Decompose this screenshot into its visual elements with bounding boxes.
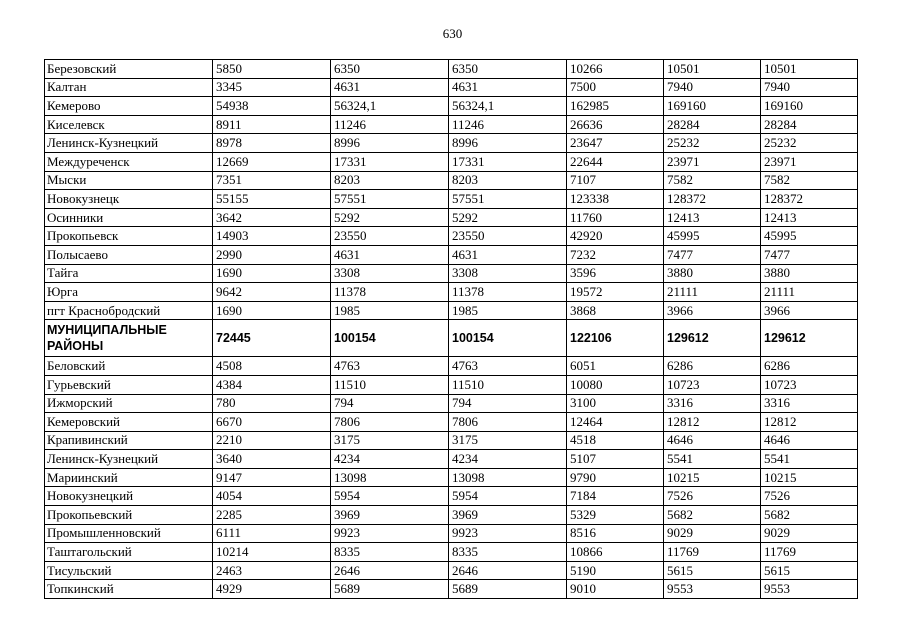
value-cell: 9553 [761,580,858,599]
value-cell: 5615 [664,561,761,580]
value-cell: 9029 [664,524,761,543]
value-cell: 42920 [567,227,664,246]
value-cell: 10080 [567,375,664,394]
row-name-cell: Ленинск-Кузнецкий [45,450,213,469]
row-name-cell: Кемеровский [45,413,213,432]
value-cell: 5689 [331,580,449,599]
value-cell: 122106 [567,320,664,357]
value-cell: 4763 [449,357,567,376]
table-row [45,561,858,580]
value-cell: 4763 [331,357,449,376]
value-cell: 8203 [331,171,449,190]
table-row [45,97,858,116]
value-cell: 17331 [449,152,567,171]
value-cell: 3969 [331,506,449,525]
value-cell: 2990 [213,245,331,264]
table-row [45,487,858,506]
row-name-cell: Крапивинский [45,431,213,450]
value-cell: 28284 [664,115,761,134]
value-cell: 9642 [213,283,331,302]
row-name-cell: Полысаево [45,245,213,264]
value-cell: 5292 [449,208,567,227]
value-cell: 10215 [761,468,858,487]
value-cell: 12812 [664,413,761,432]
value-cell: 4054 [213,487,331,506]
value-cell: 2210 [213,431,331,450]
value-cell: 2463 [213,561,331,580]
value-cell: 2285 [213,506,331,525]
value-cell: 5541 [664,450,761,469]
row-name-cell: Гурьевский [45,375,213,394]
value-cell: 12464 [567,413,664,432]
value-cell: 23550 [449,227,567,246]
value-cell: 10214 [213,543,331,562]
value-cell: 8996 [331,134,449,153]
value-cell: 7582 [664,171,761,190]
value-cell: 169160 [664,97,761,116]
value-cell: 10723 [664,375,761,394]
value-cell: 1690 [213,264,331,283]
value-cell: 23647 [567,134,664,153]
value-cell: 7477 [664,245,761,264]
value-cell: 3316 [761,394,858,413]
value-cell: 7582 [761,171,858,190]
value-cell: 7477 [761,245,858,264]
value-cell: 1985 [331,301,449,320]
value-cell: 5682 [664,506,761,525]
value-cell: 11246 [449,115,567,134]
table-row [45,301,858,320]
table-row [45,450,858,469]
value-cell: 57551 [449,190,567,209]
table-row [45,264,858,283]
value-cell: 4384 [213,375,331,394]
row-name-cell: Прокопьевск [45,227,213,246]
value-cell: 5107 [567,450,664,469]
value-cell: 6670 [213,413,331,432]
value-cell: 5190 [567,561,664,580]
value-cell: 1985 [449,301,567,320]
table-row [45,115,858,134]
table-row [45,208,858,227]
value-cell: 7940 [664,78,761,97]
value-cell: 4631 [331,245,449,264]
table-row [45,394,858,413]
value-cell: 7351 [213,171,331,190]
value-cell: 128372 [761,190,858,209]
value-cell: 11246 [331,115,449,134]
value-cell: 3969 [449,506,567,525]
value-cell: 56324,1 [331,97,449,116]
value-cell: 5689 [449,580,567,599]
value-cell: 123338 [567,190,664,209]
value-cell: 7806 [331,413,449,432]
value-cell: 10866 [567,543,664,562]
section-row [45,320,858,357]
value-cell: 3642 [213,208,331,227]
value-cell: 5292 [331,208,449,227]
value-cell: 169160 [761,97,858,116]
row-name-cell: Мыски [45,171,213,190]
value-cell: 10501 [761,60,858,79]
row-name-cell: Калтан [45,78,213,97]
value-cell: 7184 [567,487,664,506]
value-cell: 4234 [331,450,449,469]
table-row [45,431,858,450]
value-cell: 9923 [449,524,567,543]
value-cell: 11769 [664,543,761,562]
value-cell: 12413 [761,208,858,227]
value-cell: 12669 [213,152,331,171]
value-cell: 128372 [664,190,761,209]
value-cell: 54938 [213,97,331,116]
value-cell: 10215 [664,468,761,487]
row-name-cell: Беловский [45,357,213,376]
value-cell: 3345 [213,78,331,97]
value-cell: 12812 [761,413,858,432]
table-row [45,190,858,209]
value-cell: 8996 [449,134,567,153]
value-cell: 19572 [567,283,664,302]
value-cell: 7940 [761,78,858,97]
value-cell: 45995 [761,227,858,246]
value-cell: 5615 [761,561,858,580]
value-cell: 129612 [761,320,858,357]
value-cell: 162985 [567,97,664,116]
table-row [45,580,858,599]
section-label: МУНИЦИПАЛЬНЫЕ РАЙОНЫ [45,320,213,357]
row-name-cell: Тисульский [45,561,213,580]
value-cell: 10501 [664,60,761,79]
row-name-cell: Ленинск-Кузнецкий [45,134,213,153]
table-row [45,506,858,525]
value-cell: 9010 [567,580,664,599]
value-cell: 7500 [567,78,664,97]
value-cell: 57551 [331,190,449,209]
value-cell: 5541 [761,450,858,469]
value-cell: 8911 [213,115,331,134]
value-cell: 3308 [449,264,567,283]
value-cell: 2646 [331,561,449,580]
value-cell: 794 [449,394,567,413]
value-cell: 7526 [761,487,858,506]
value-cell: 3308 [331,264,449,283]
value-cell: 9790 [567,468,664,487]
value-cell: 3880 [664,264,761,283]
value-cell: 3100 [567,394,664,413]
table-row [45,375,858,394]
value-cell: 5954 [449,487,567,506]
value-cell: 10266 [567,60,664,79]
row-name-cell: Новокузнецк [45,190,213,209]
table-row [45,78,858,97]
value-cell: 21111 [761,283,858,302]
value-cell: 5850 [213,60,331,79]
row-name-cell: Промышленновский [45,524,213,543]
row-name-cell: Березовский [45,60,213,79]
value-cell: 56324,1 [449,97,567,116]
value-cell: 8978 [213,134,331,153]
value-cell: 14903 [213,227,331,246]
value-cell: 100154 [449,320,567,357]
value-cell: 23971 [664,152,761,171]
value-cell: 129612 [664,320,761,357]
value-cell: 5682 [761,506,858,525]
value-cell: 7806 [449,413,567,432]
row-name-cell: пгт Краснобродский [45,301,213,320]
table-row [45,60,858,79]
value-cell: 100154 [331,320,449,357]
table-row [45,227,858,246]
value-cell: 3175 [331,431,449,450]
value-cell: 10723 [761,375,858,394]
value-cell: 3640 [213,450,331,469]
row-name-cell: Мариинский [45,468,213,487]
value-cell: 4631 [449,245,567,264]
value-cell: 13098 [449,468,567,487]
value-cell: 4508 [213,357,331,376]
value-cell: 780 [213,394,331,413]
row-name-cell: Таштагольский [45,543,213,562]
table-row [45,245,858,264]
table-row [45,468,858,487]
value-cell: 9553 [664,580,761,599]
table-row [45,524,858,543]
data-table [44,59,858,599]
value-cell: 11378 [331,283,449,302]
value-cell: 6350 [331,60,449,79]
value-cell: 7232 [567,245,664,264]
value-cell: 21111 [664,283,761,302]
row-name-cell: Юрга [45,283,213,302]
value-cell: 11510 [331,375,449,394]
value-cell: 45995 [664,227,761,246]
value-cell: 6286 [664,357,761,376]
value-cell: 9029 [761,524,858,543]
value-cell: 6111 [213,524,331,543]
value-cell: 2646 [449,561,567,580]
value-cell: 11769 [761,543,858,562]
value-cell: 25232 [664,134,761,153]
value-cell: 11378 [449,283,567,302]
value-cell: 72445 [213,320,331,357]
value-cell: 26636 [567,115,664,134]
value-cell: 794 [331,394,449,413]
value-cell: 25232 [761,134,858,153]
value-cell: 9147 [213,468,331,487]
table-row [45,171,858,190]
row-name-cell: Прокопьевский [45,506,213,525]
table-row [45,152,858,171]
row-name-cell: Ижморский [45,394,213,413]
value-cell: 4631 [331,78,449,97]
page-number: 630 [442,26,463,41]
value-cell: 13098 [331,468,449,487]
value-cell: 3966 [664,301,761,320]
table-row [45,134,858,153]
value-cell: 4929 [213,580,331,599]
value-cell: 3880 [761,264,858,283]
row-name-cell: Топкинский [45,580,213,599]
value-cell: 23971 [761,152,858,171]
value-cell: 55155 [213,190,331,209]
table-row [45,543,858,562]
value-cell: 9923 [331,524,449,543]
value-cell: 5954 [331,487,449,506]
value-cell: 1690 [213,301,331,320]
value-cell: 23550 [331,227,449,246]
row-name-cell: Междуреченск [45,152,213,171]
value-cell: 3868 [567,301,664,320]
value-cell: 6051 [567,357,664,376]
value-cell: 11760 [567,208,664,227]
value-cell: 3596 [567,264,664,283]
value-cell: 7107 [567,171,664,190]
value-cell: 12413 [664,208,761,227]
row-name-cell: Кемерово [45,97,213,116]
value-cell: 3316 [664,394,761,413]
value-cell: 3175 [449,431,567,450]
value-cell: 28284 [761,115,858,134]
value-cell: 11510 [449,375,567,394]
value-cell: 5329 [567,506,664,525]
value-cell: 8516 [567,524,664,543]
row-name-cell: Осинники [45,208,213,227]
row-name-cell: Тайга [45,264,213,283]
value-cell: 7526 [664,487,761,506]
value-cell: 22644 [567,152,664,171]
row-name-cell: Новокузнецкий [45,487,213,506]
value-cell: 3966 [761,301,858,320]
value-cell: 8335 [449,543,567,562]
value-cell: 4234 [449,450,567,469]
value-cell: 4631 [449,78,567,97]
value-cell: 4646 [664,431,761,450]
value-cell: 17331 [331,152,449,171]
value-cell: 8203 [449,171,567,190]
table-row [45,357,858,376]
table-row [45,283,858,302]
value-cell: 8335 [331,543,449,562]
table-row [45,413,858,432]
value-cell: 4518 [567,431,664,450]
value-cell: 6350 [449,60,567,79]
table-body [45,60,858,599]
value-cell: 6286 [761,357,858,376]
row-name-cell: Киселевск [45,115,213,134]
value-cell: 4646 [761,431,858,450]
